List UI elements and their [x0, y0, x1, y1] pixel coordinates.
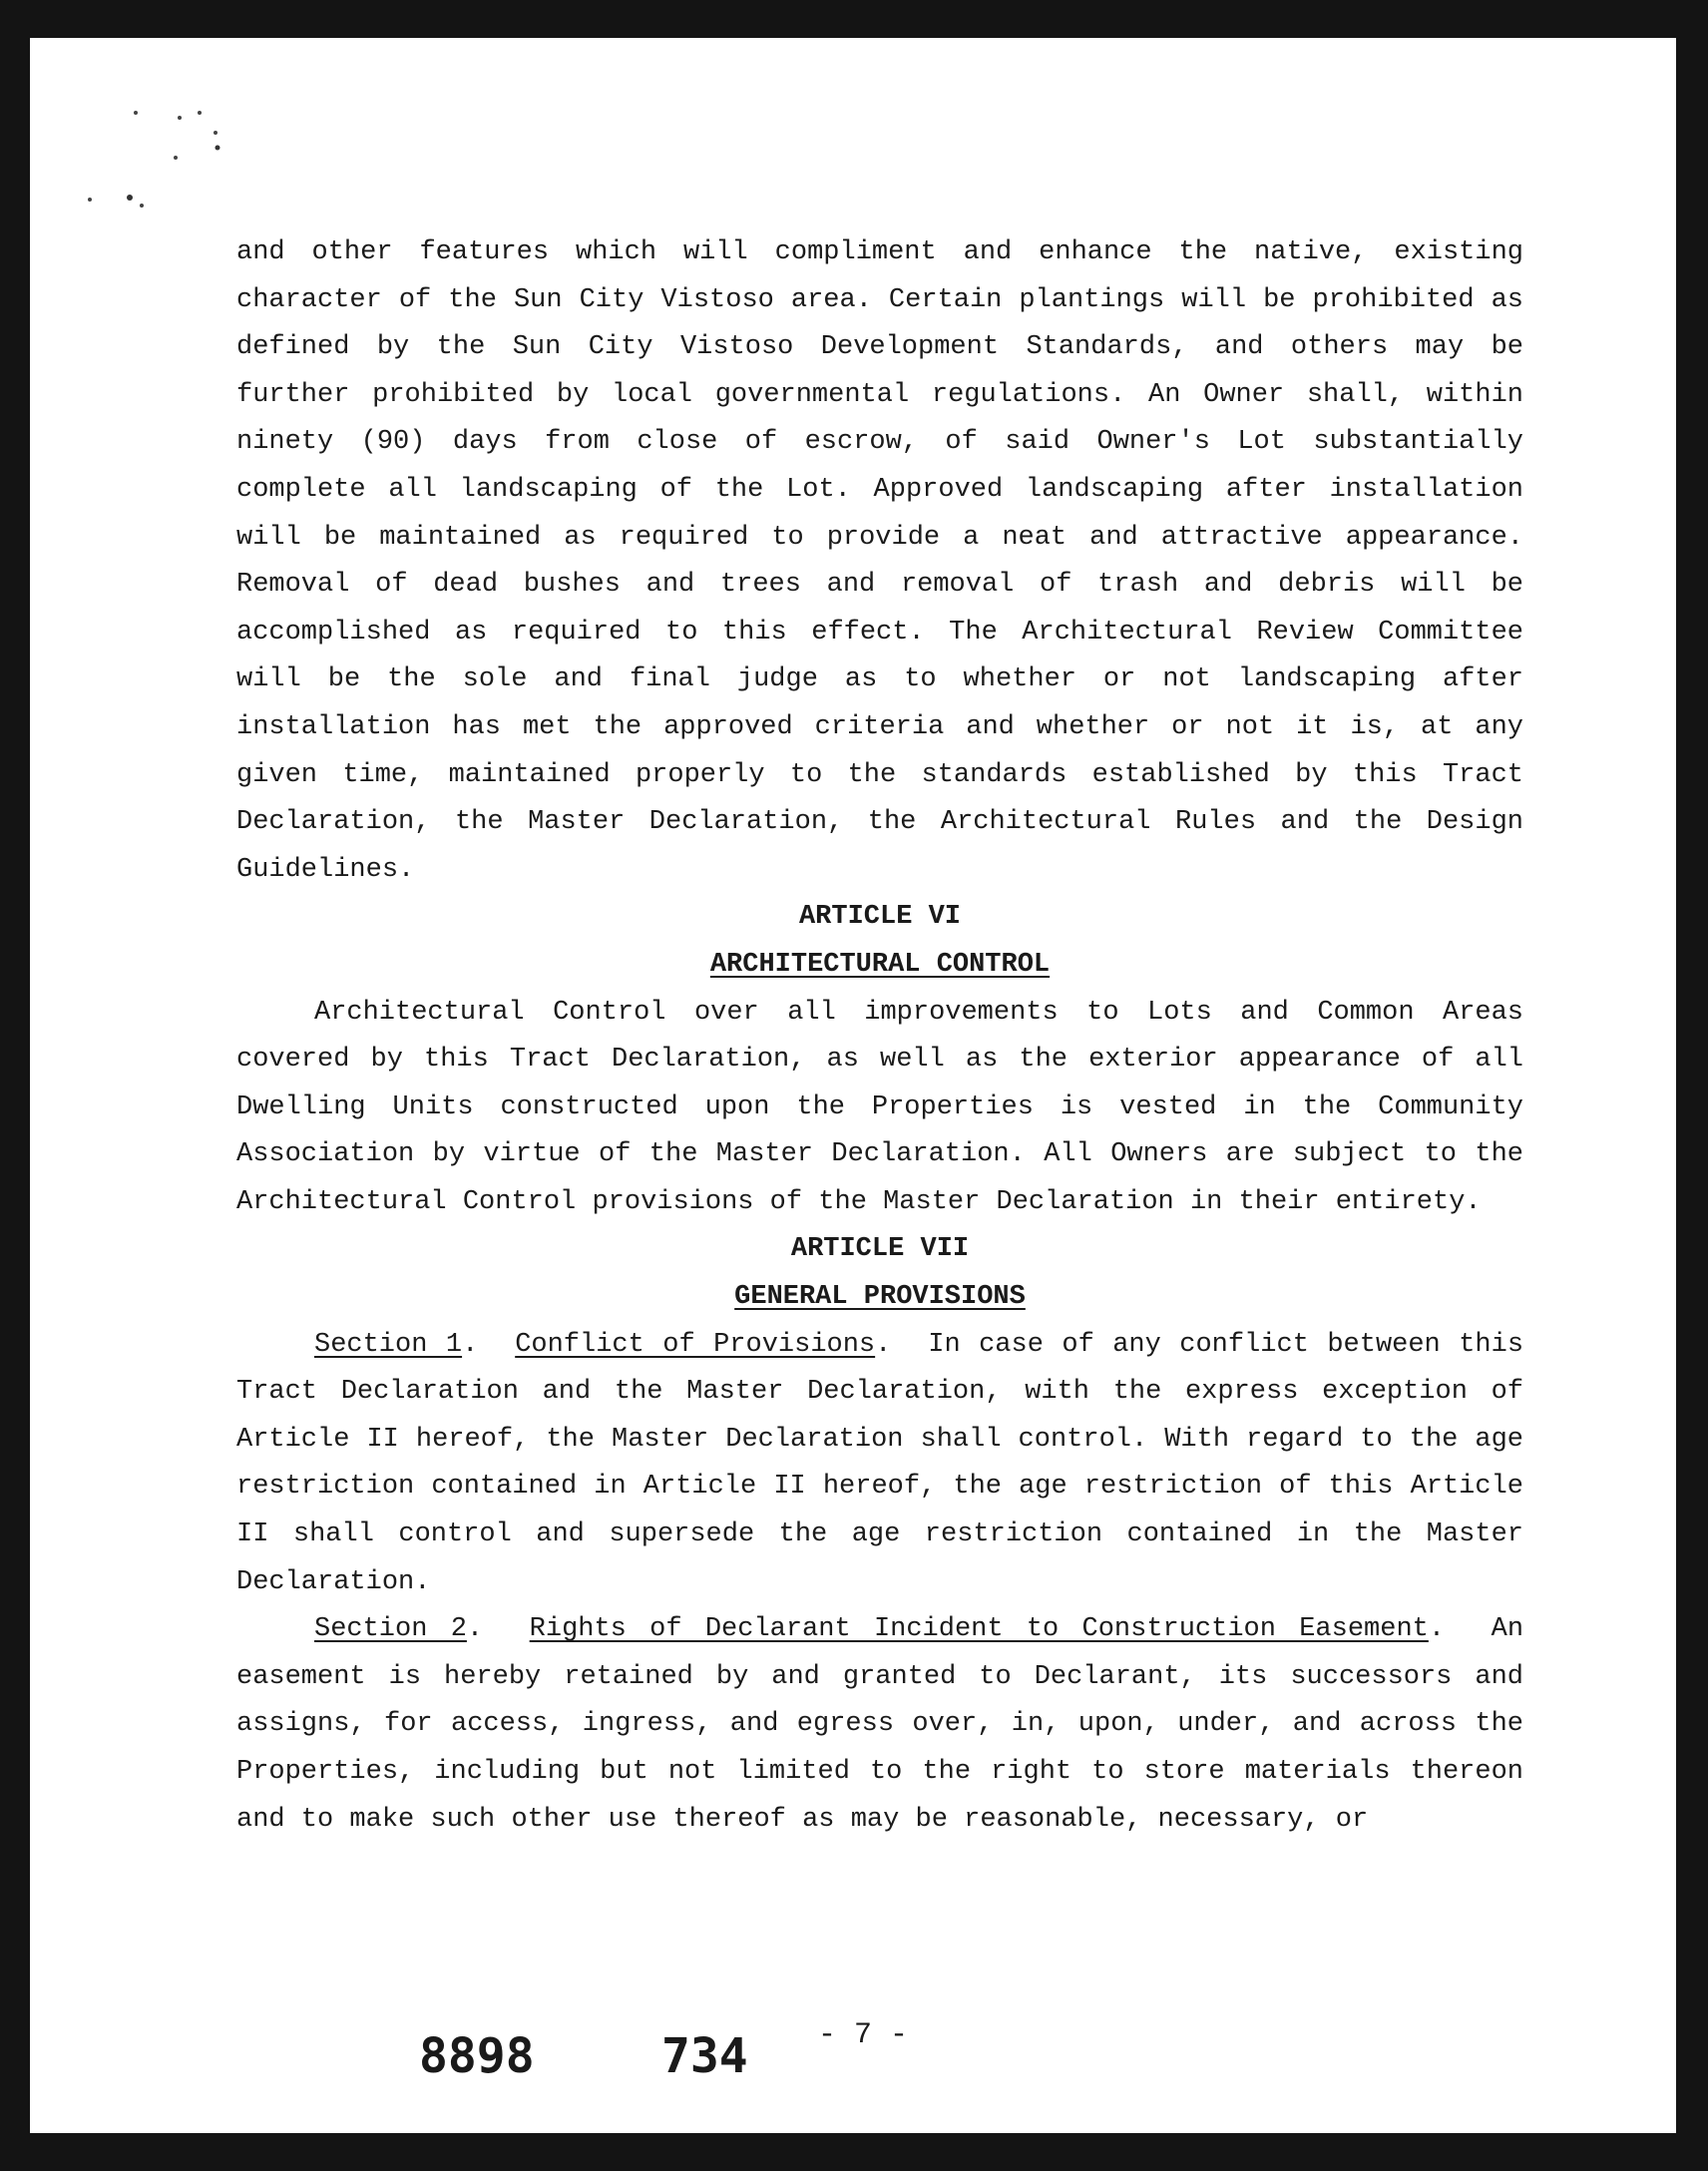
article-7-number: ARTICLE VII	[790, 1234, 970, 1265]
docket-number: 8898	[419, 2028, 535, 2084]
section-1-paragraph: Section 1. Conflict of Provisions. In case of any conflict between this Tract Declaration and the Master Declaration, with the express exception of Article II hereof, the Master Declaration shall control. With regard to the age restriction contained in Article II hereof, the age restriction of this Article II shall control and supersede the age restriction contained in the Master Declaration.	[236, 1329, 1524, 1597]
section-1-label: Section 1	[314, 1329, 463, 1360]
section-1-title: Conflict of Provisions	[515, 1329, 876, 1360]
document-body	[236, 229, 1523, 1844]
section-2-paragraph: Section 2. Rights of Declarant Incident to Construction Easement. An easement is hereby retained by and granted to Declarant, its successors and assigns, for access, ingress, and egress over, in, upon, under, and across the Properties, including but not limited to the right to store materials thereon and to make such other use thereof as may be reasonable, necessary, or	[236, 1614, 1524, 1835]
article-6-number: ARTICLE VI	[798, 902, 962, 933]
section-1-text: In case of any conflict between this Tract Declaration and the Master Declaration, with the express exception of Article II hereof, the Master Declaration shall control. With regard to the age restriction contained in Article II hereof, the age restriction of this Article II shall control and supersede the age restriction contained in the Master Declaration.	[236, 1329, 1524, 1597]
section-2-text: An easement is hereby retained by and granted to Declarant, its successors and assigns, for access, ingress, and egress over, in, upon, under, and across the Properties, including but not limited to the right to store materials thereon and to make such other use thereof as may be reasonable, necessary, or	[236, 1614, 1524, 1835]
article-7-title: GENERAL PROVISIONS	[734, 1282, 1026, 1313]
docket-page: 734	[661, 2028, 748, 2084]
section-2-label: Section 2	[314, 1614, 467, 1645]
section-2-title: Rights of Declarant Incident to Construction Easement	[529, 1614, 1429, 1645]
article-6-paragraph: Architectural Control over all improvements to Lots and Common Areas covered by this Tract Declaration, as well as the exterior appearance of all Dwelling Units constructed upon the Properties is vested in the Community Association by virtue of the Master Declaration. All Owners are subject to the Architectural Control provisions of the Master Declaration in their entirety.	[236, 997, 1523, 1217]
document-page	[30, 38, 1676, 2133]
article-6-title: ARCHITECTURAL CONTROL	[709, 949, 1051, 980]
page-number: - 7 -	[818, 2018, 909, 2052]
opening-paragraph: and other features which will compliment and enhance the native, existing character of the Sun City Vistoso area. Certain plantings will be prohibited as defined by the Sun City Vistoso Development Standards, and others may be further prohibited by local governmental regulations. An Owner shall, within ninety (90) days from close of escrow, of said Owner's Lot substantially complete all landscaping of the Lot. Approved landscaping after installation will be maintained as required to provide a neat and attractive appearance. Removal of dead bushes and trees and removal of trash and debris will be accomplished as required to this effect. The Architectural Review Committee will be the sole and final judge as to whether or not landscaping after installation has met the approved criteria and whether or not it is, at any given time, maintained properly to the standards established by this Tract Declaration, the Master Declaration, the Architectural Rules and the Design Guidelines.	[236, 237, 1523, 885]
